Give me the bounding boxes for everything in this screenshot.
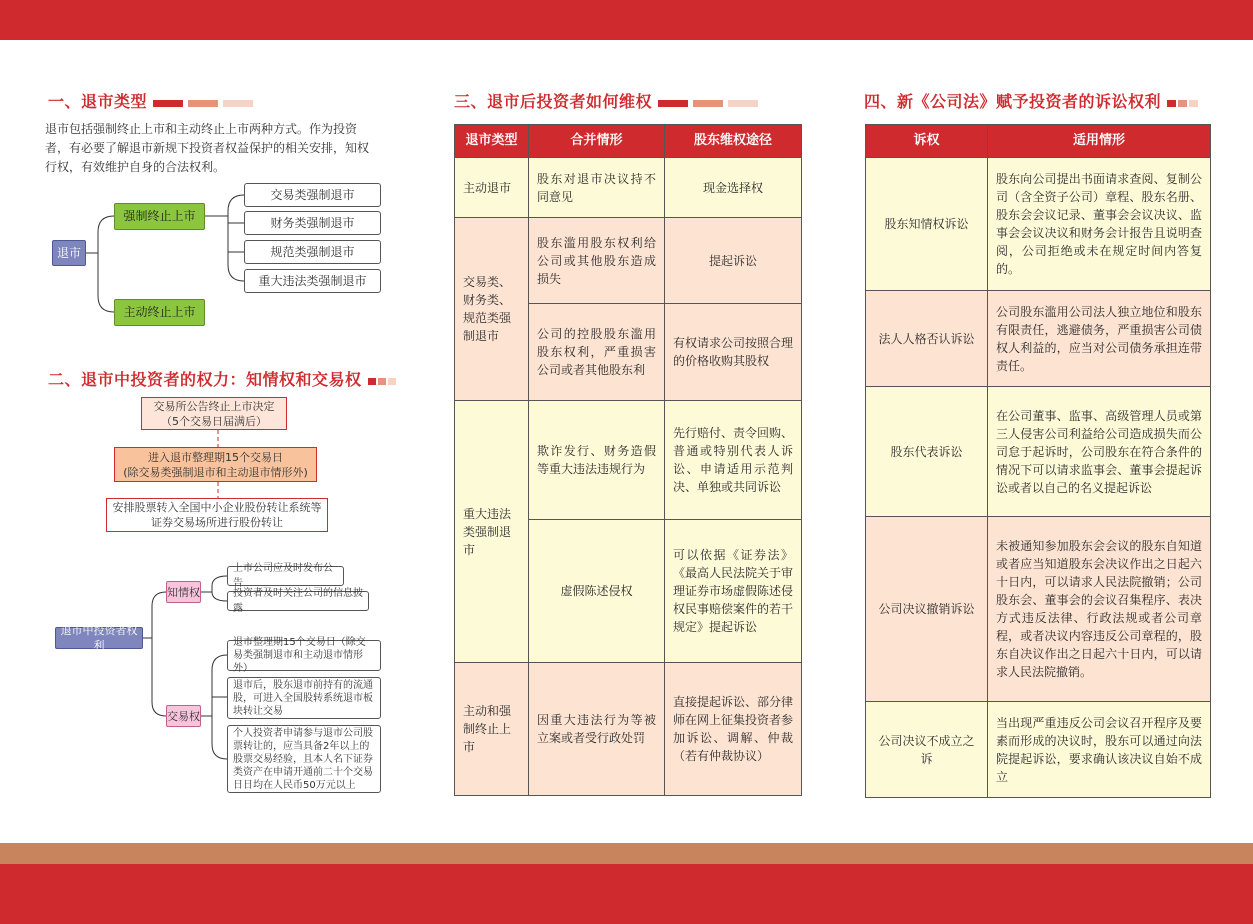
- situation-cell: 股东对退市决议持不同意见: [529, 158, 665, 218]
- remedy-cell: 有权请求公司按照合理的价格收购其股权: [665, 304, 802, 401]
- column-header: 退市类型: [455, 125, 529, 158]
- flow-step: 安排股票转入全国中小企业股份转让系统等 证券交易场所进行股份转让: [106, 498, 328, 532]
- remedy-cell: 直接提起诉讼、部分律师在网上征集投资者参加诉讼、调解、仲裁（若有仲裁协议）: [665, 663, 802, 796]
- delisting-type-cell: 交易类、财务类、规范类强制退市: [455, 218, 529, 401]
- situation-cell: 虚假陈述侵权: [529, 520, 665, 663]
- section1-title: 一、退市类型: [48, 89, 258, 112]
- table-row: [455, 218, 802, 304]
- forced-type-item: 财务类强制退市: [244, 211, 381, 235]
- title-decoration: [1167, 93, 1203, 112]
- table-row: [455, 401, 802, 520]
- forced-type-item: 规范类强制退市: [244, 240, 381, 264]
- remedy-cell: 可以依据《证券法》《最高人民法院关于审理证券市场虚假陈述侵权民事赔偿案件的若干规定》提起诉讼: [665, 520, 802, 663]
- right-to-know-item: 投资者及时关注公司的信息披露: [227, 591, 369, 611]
- section3-title: 三、退市后投资者如何维权: [454, 89, 763, 112]
- delisting-type-cell: 主动退市: [455, 158, 529, 218]
- table-header-row: [866, 125, 1211, 158]
- right-to-trade-item: 个人投资者申请参与退市公司股票转让的，应当具备2年以上的股票交易经验，且本人名下证券类资产在申请开通前二十个交易日日均在人民币50万元以上: [227, 725, 381, 793]
- right-to-trade-item: 退市整理期15个交易日（除交易类强制退市和主动退市情形外）: [227, 640, 381, 671]
- table-row: [866, 702, 1211, 798]
- right-name-cell: 股东代表诉讼: [866, 387, 988, 517]
- column-header: 股东维权途径: [665, 125, 802, 158]
- table-row: [455, 663, 802, 796]
- right-name-cell: 法人人格否认诉讼: [866, 291, 988, 387]
- right-desc-cell: 当出现严重违反公司会议召开程序及要素而形成的决议时，股东可以通过向法院提起诉讼，要求确认该决议自始不成立: [988, 702, 1211, 798]
- remedy-cell: 先行赔付、责令回购、普通或特别代表人诉讼、申请适用示范判决、单独或共同诉讼: [665, 401, 802, 520]
- column-header: 合并情形: [529, 125, 665, 158]
- right-desc-cell: 在公司董事、监事、高级管理人员或第三人侵害公司利益给公司造成损失而公司怠于起诉时，公司股东在符合条件的情况下可以请求监事会、董事会提起诉讼或者以自己的名义提起诉讼: [988, 387, 1211, 517]
- section1-intro: 退市包括强制终止上市和主动终止上市两种方式。作为投资者，有必要了解退市新规下投资者权益保护的相关安排，知权行权，有效维护自身的合法权利。: [45, 122, 370, 174]
- section2-title: 二、退市中投资者的权力：知情权和交易权: [48, 367, 401, 390]
- situation-cell: 股东滥用股东权利给公司或其他股东造成损失: [529, 218, 665, 304]
- remedy-cell: 提起诉讼: [665, 218, 802, 304]
- right-to-know-node: 知情权: [166, 581, 201, 603]
- forced-delisting-node: 强制终止上市: [114, 203, 205, 230]
- investor-rights-root: 退市中投资者权利: [55, 627, 143, 649]
- situation-cell: 因重大违法行为等被立案或者受行政处罚: [529, 663, 665, 796]
- delisting-type-cell: 重大违法类强制退市: [455, 401, 529, 663]
- column-header: 适用情形: [988, 125, 1211, 158]
- rights-protection-table: [454, 124, 802, 796]
- right-to-trade-node: 交易权: [166, 705, 201, 727]
- right-desc-cell: 股东向公司提出书面请求查阅、复制公司（含全资子公司）章程、股东名册、股东会会议记录、董事会会议决议、监事会会议决议和财务会计报告且说明查阅，公司拒绝或未在规定时间内答复的。: [988, 158, 1211, 291]
- right-desc-cell: 未被通知参加股东会会议的股东自知道或者应当知道股东会决议作出之日起六十日内，可以请求人民法院撤销；公司股东会、董事会的会议召集程序、表决方式违反法律、行政法规或者公司章程，或者决议内容违反公司章程的，股东自决议作出之日起六十日内，可以请求人民法院撤销。: [988, 517, 1211, 702]
- voluntary-delisting-node: 主动终止上市: [114, 299, 205, 326]
- right-to-trade-item: 退市后，股东退市前持有的流通股，可进入全国股转系统退市板块转让交易: [227, 677, 381, 719]
- right-desc-cell: 公司股东滥用公司法人独立地位和股东有限责任，逃避债务，严重损害公司债权人利益的，应当对公司债务承担连带责任。: [988, 291, 1211, 387]
- table-row: [866, 517, 1211, 702]
- table-header-row: [455, 125, 802, 158]
- title-decoration: [658, 93, 763, 112]
- delisting-type-cell: 主动和强制终止上市: [455, 663, 529, 796]
- right-name-cell: 股东知情权诉讼: [866, 158, 988, 291]
- situation-cell: 公司的控股股东滥用股东权利，严重损害公司或者其他股东利: [529, 304, 665, 401]
- situation-cell: 欺诈发行、财务造假等重大违法违规行为: [529, 401, 665, 520]
- flow-step: 交易所公告终止上市决定 （5个交易日届满后）: [141, 397, 287, 430]
- tree-root-delisting: 退市: [52, 240, 86, 266]
- litigation-rights-table: [865, 124, 1211, 798]
- column-header: 诉权: [866, 125, 988, 158]
- table-row: [455, 158, 802, 218]
- table-row: [866, 158, 1211, 291]
- table-row: [866, 387, 1211, 517]
- right-name-cell: 公司决议撤销诉讼: [866, 517, 988, 702]
- forced-type-item: 交易类强制退市: [244, 183, 381, 207]
- right-name-cell: 公司决议不成立之诉: [866, 702, 988, 798]
- title-decoration: [368, 371, 401, 390]
- remedy-cell: 现金选择权: [665, 158, 802, 218]
- forced-type-item: 重大违法类强制退市: [244, 269, 381, 293]
- section4-title: 四、新《公司法》赋予投资者的诉讼权利: [864, 89, 1203, 112]
- right-to-know-item: 上市公司应及时发布公告: [227, 566, 344, 586]
- table-row: [866, 291, 1211, 387]
- flow-step: 进入退市整理期15个交易日 (除交易类强制退市和主动退市情形外): [114, 447, 317, 482]
